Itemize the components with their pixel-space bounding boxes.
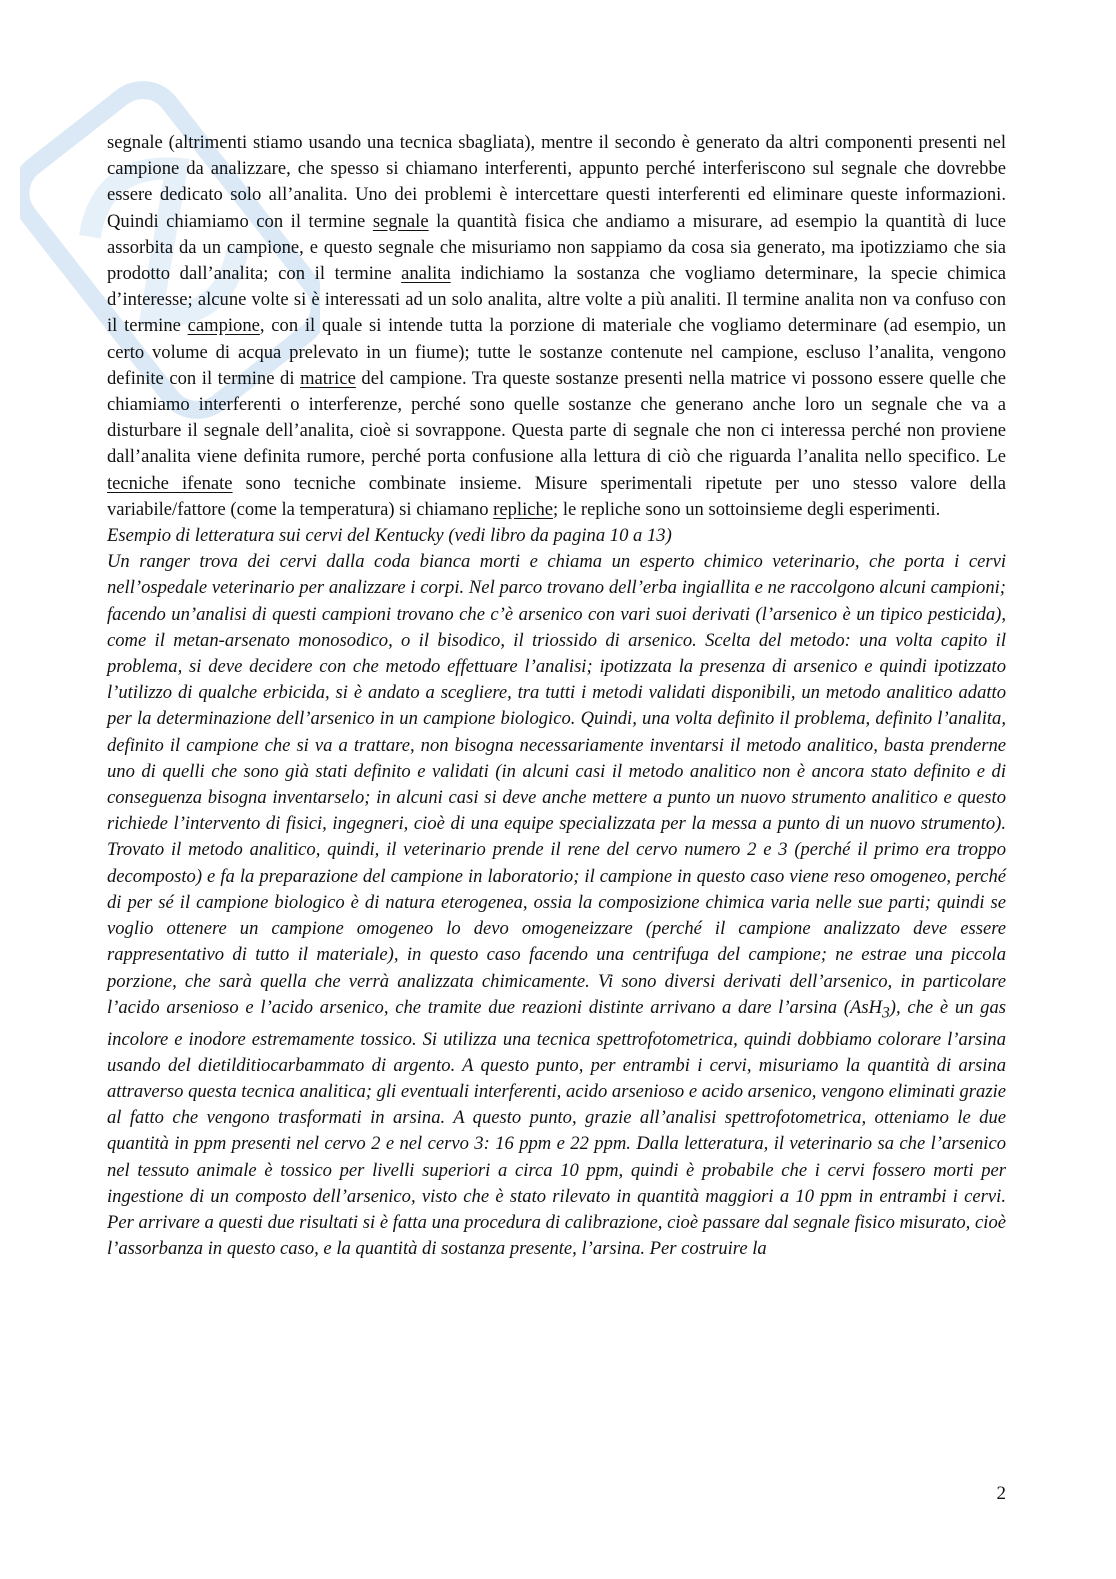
text-run: indichiamo la sostanza che vogliamo determinare, la specie chimica d’interesse; alcune volte si è interessati ad un solo analita, altre volte a più analiti. Il termine analita non va confuso con il termine	[107, 263, 1007, 337]
text-run: la quantità fisica che andiamo a misurare, ad esempio la quantità di luce assorbita da un campione, e questo segnale che misuriamo non sappiamo da cosa sia generato, ma ipotizziamo che sia prodotto dall’analita; con il termine	[107, 210, 1006, 285]
term-matrice: matrice	[300, 367, 356, 389]
term-repliche: repliche	[493, 498, 554, 520]
text-run: sono tecniche combinate insieme. Misure sperimentali ripetute per uno stesso valore della variabile/fattore (come la temperatura) si chiamano	[107, 472, 1006, 520]
paragraph-example	[107, 549, 1006, 1262]
text-run: ), che è un gas incolore e inodore estremamente tossico. Si utilizza una tecnica spettrofotometrica, quindi dobbiamo colorare l’arsina usando del dietilditiocarbammato di argento. A questo punto, per entrambi i cervi, misuriamo la quantità di arsina attraverso questa tecnica analitica; gli eventuali interferenti, acido arsenioso e acido arsenico, vengono eliminati grazie al fatto che vengono trasformati in arsina. A questo punto, grazie all’analisi spettrofotometrica, otteniamo le due quantità in ppm presenti nel cervo 2 e nel cervo 3: 16 ppm e 22 ppm. Dalla letteratura, il veterinario sa che l’arsenico nel tessuto animale è tossico per livelli superiori a circa 10 ppm, quindi è probabile che i cervi fossero morti per ingestione di un composto dell’arsenico, visto che è stato rilevato in quantità maggiori a 10 ppm in entrambi i cervi. Per arrivare a questi due risultati si è fatta una procedura di calibrazione, cioè passare dal segnale fisico misurato, cioè l’assorbanza in questo caso, e la quantità di sostanza presente, l’arsina. Per costruire la	[107, 996, 1006, 1260]
term-campione: campione	[187, 315, 260, 337]
text-run: , con il quale si intende tutta la porzione di materiale che vogliamo determinare (ad esempio, un certo volume di acqua prelevato in un fiume); tutte le sostanze contenute nel campione, escluso l’analita, vengono definite con il termine di	[107, 315, 1006, 389]
term-segnale: segnale	[372, 210, 429, 232]
paragraph-definitions	[107, 130, 1006, 523]
page-number: 2	[996, 1483, 1006, 1504]
page-body	[107, 130, 1006, 1262]
section-heading: Esempio di letteratura sui cervi del Kentucky (vedi libro da pagina 10 a 13)	[107, 525, 672, 547]
text-run: segnale (altrimenti stiamo usando una tecnica sbagliata), mentre il secondo è generato da altri componenti presenti nel campione da analizzare, che spesso si chiamano interferenti, appunto perché interferiscono sul segnale che dovrebbe essere dedicato solo all’analita. Uno dei problemi è intercettare questi interferenti ed eliminare queste informazioni. Quindi chiamiamo con il termine	[107, 132, 1006, 232]
term-tecniche-ifenate: tecniche ifenate	[107, 472, 233, 494]
text-run: ; le repliche sono un sottoinsieme degli esperimenti.	[553, 498, 941, 520]
subscript: 3	[882, 1004, 890, 1022]
text-run: del campione. Tra queste sostanze presenti nella matrice vi possono essere quelle che chiamiamo interferenti o interferenze, perché sono quelle sostanze che generano anche loro un segnale che va a disturbare il segnale dell’analita, cioè si sovrappone. Questa parte di segnale che non ci interessa perché non proviene dall’analita viene definita rumore, perché porta confusione alla lettura di ciò che riguarda l’analita nello specifico. Le	[107, 367, 1006, 468]
term-analita: analita	[401, 263, 451, 285]
text-run: Un ranger trova dei cervi dalla coda bianca morti e chiama un esperto chimico veterinario, che porta i cervi nell’ospedale veterinario per analizzare i corpi. Nel parco trovano dell’erba ingiallita e ne raccolgono alcuni campioni; facendo un’analisi di questi campioni trovano che c’è arsenico con vari suoi derivati (l’arsenico è un tipico pesticida), come il metan-arsenato monosodico, o il bisodico, il triossido di arsenico. Scelta del metodo: una volta capito il problema, si deve decidere con che metodo effettuare l’analisi; ipotizzata la presenza di arsenico e quindi ipotizzato l’utilizzo di qualche erbicida, si è andato a scegliere, tra tutti i metodi validati disponibili, un metodo analitico adatto per la determinazione dell’arsenico in un campione biologico. Quindi, una volta definito il problema, definito l’analita, definito il campione che si va a trattare, non bisogna necessariamente inventarsi il metodo analitico, basta prenderne uno di quelli che sono già stati definito e validati (in alcuni casi il metodo analitico non è ancora stato definito e di conseguenza bisogna inventarselo; in alcuni casi si deve anche mettere a punto un nuovo strumento analitico e questo richiede l’intervento di fisici, ingegneri, cioè di una equipe specializzata per la messa a punto di un nuovo strumento). Trovato il metodo analitico, quindi, il veterinario prende il rene del cervo numero 2 e 3 (perché il primo era troppo decomposto) e fa la preparazione del campione in laboratorio; il campione in questo caso viene reso omogeneo, perché di per sé il campione biologico è di natura eterogenea, ossia la composizione chimica varia nelle sue parti; quindi se voglio ottenere un campione omogeneo lo devo omogeneizzare (perché il campione analizzato deve essere rappresentativo di tutto il materiale), in questo caso facendo una centrifuga del campione; ne estrae una piccola porzione, che sarà quella che verrà analizzata chimicamente. Vi sono diversi derivati dell’arsenico, in particolare l’acido arsenioso e l’acido arsenico, che tramite due reazioni distinte arrivano a dare l’arsina (AsH	[107, 551, 1006, 1018]
